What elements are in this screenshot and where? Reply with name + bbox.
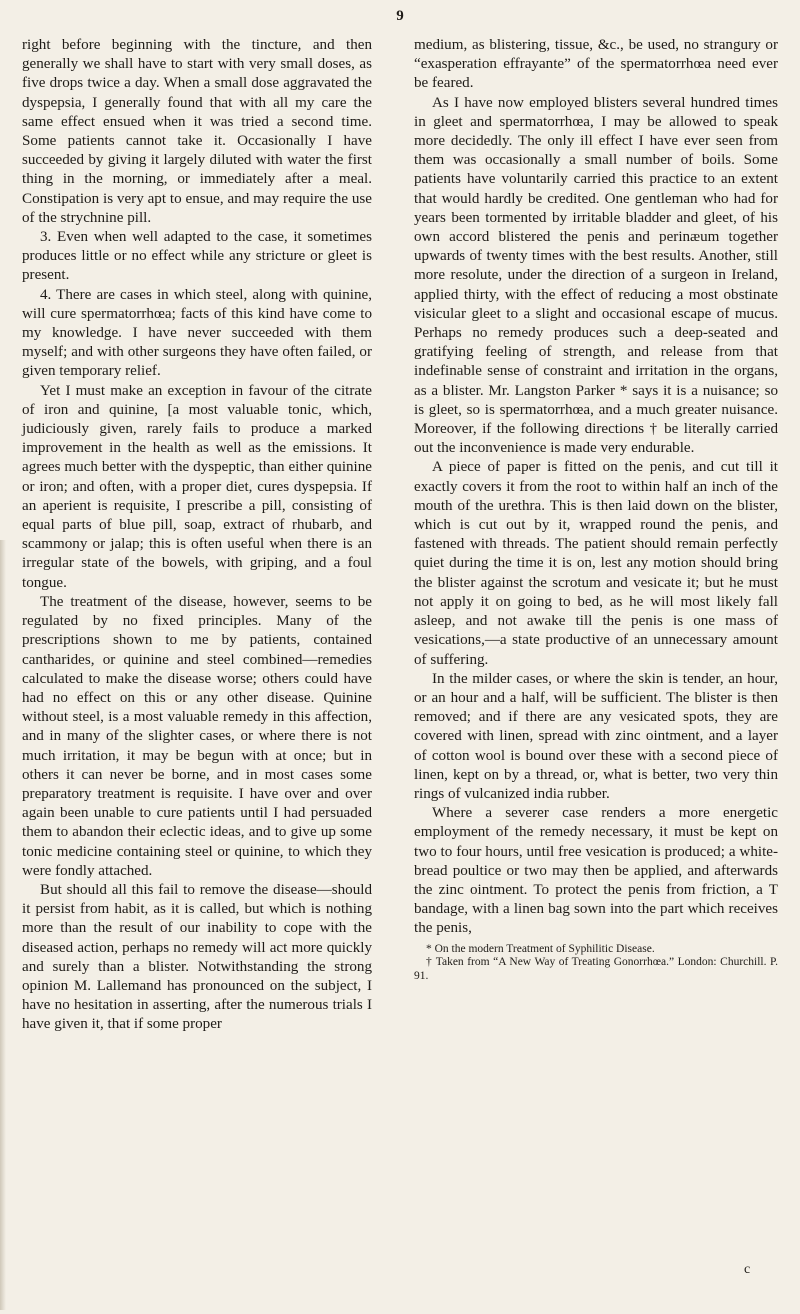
- left-column: [22, 36, 372, 1035]
- binding-shadow: [0, 540, 6, 1310]
- paragraph: As I have now employed blisters several hundred times in gleet and spermatorrhœa, I may be allowed to speak more decidedly. The only ill effect I have ever seen from them was occasionally a small number of boils. Some patients have voluntarily carried this practice to an extent that would hardly be credited. One gentleman who had for years been tormented by irritable bladder and gleet, of his own accord blistered the penis and perinæum together upwards of twenty times with the best results. Another, still more resolute, under the direction of a surgeon in Ireland, applied thirty, with the effect of reducing a most obstinate visicular gleet to a slight and occasional escape of mucus. Perhaps no remedy produces such a deep-seated and gratifying feeling of strength, and release from that indefinable sense of constraint and irritation in the organs, as a blister. Mr. Langston Parker * says it is a nuisance; so is gleet, so is spermatorrhœa, and a much greater nuisance. Moreover, if the following directions † be literally carried out the inconvenience is made very endurable.: [414, 94, 778, 457]
- paragraph: In the milder cases, or where the skin is tender, an hour, or an hour and a half, will be sufficient. The blister is then removed; and if there are any vesicated spots, they are covered with linen, spread with zinc ointment, and a layer of cotton wool is bound over these with a second piece of linen, kept on by a thread, or, what is better, two very thin rings of vulcanized india rubber.: [414, 670, 778, 802]
- paragraph: A piece of paper is fitted on the penis, and cut till it exactly covers it from the root to within half an inch of the mouth of the urethra. This is then laid down on the blister, which is cut out by it, wrapped round the penis, and fastened with threads. The patient should remain perfectly quiet during the time it is on, lest any motion should bring the blister against the scrotum and vesicate it; but he must not apply it on going to bed, as he will most likely fall asleep, and not awake till the penis is one mass of vesications,—a state productive of an unnecessary amount of suffering.: [414, 459, 778, 668]
- signature-mark: c: [744, 1262, 751, 1277]
- page-number: 9: [396, 8, 404, 24]
- paragraph: 4. There are cases in which steel, along with quinine, will cure spermatorrhœa; facts of this kind have come to my knowledge. I have never succeeded with them myself; and with other surgeons they have often failed, or given temporary relief.: [22, 286, 372, 380]
- paragraph: right before beginning with the tincture, and then generally we shall have to start with very small doses, as five drops twice a day. When a small dose aggravated the dyspepsia, I generally found that with all my care the same effect ensued when it was tried a second time. Some patients cannot take it. Occasionally I have succeeded by giving it largely diluted with water the first thing in the morning, or immediately after a meal. Constipation is very apt to ensue, and may require the use of the strychnine pill.: [22, 37, 372, 226]
- right-column: [414, 36, 778, 983]
- paragraph: Yet I must make an exception in favour of the citrate of iron and quinine, [a most valuable tonic, which, judiciously given, rarely fails to produce a marked improvement in the health as well as the emissions. It agrees much better with the dyspeptic, than either quinine or iron; and often, with a proper diet, cures dyspepsia. If an aperient is requisite, I prescribe a pill, consisting of equal parts of blue pill, soap, extract of rhubarb, and scammony or jalap; this is often useful when there is an irregular state of the bowels, with griping, and a foul tongue.: [22, 382, 372, 591]
- paragraph: Where a severer case renders a more energetic employment of the remedy necessary, it must be kept on two to four hours, until free vesication is produced; a white-bread poultice or two may then be applied, and afterwards the zinc ointment. To protect the penis from friction, a T bandage, with a linen bag sown into the part which receives the penis,: [414, 805, 778, 937]
- paragraph: medium, as blistering, tissue, &c., be used, no strangury or “exasperation effrayante” of the spermatorrhœa need ever be feared.: [414, 37, 778, 92]
- paragraph: But should all this fail to remove the disease—should it persist from habit, as it is called, but which is nothing more than the result of our inability to cope with the diseased action, perhaps no remedy will act more quickly and surely than a blister. Notwithstanding the strong opinion M. Lallemand has pronounced on the subject, I have no hesitation in asserting, after the numerous trials I have given it, that if some proper: [22, 881, 372, 1033]
- footnote: † Taken from “A New Way of Treating Gonorrhœa.” London: Churchill. P. 91.: [414, 956, 778, 982]
- footnote: * On the modern Treatment of Syphilitic Disease.: [426, 942, 655, 955]
- paragraph: The treatment of the disease, however, seems to be regulated by no fixed principles. Many of the prescriptions shown to me by patients, contained cantharides, or quinine and steel combined—remedies calculated to make the disease worse; others could have had no effect on this or any other disease. Quinine without steel, is a most valuable remedy in this affection, and in many of the slighter cases, or where there is not much irritation, it may be begun with at once; but in others it can never be borne, and in most cases some preparatory treatment is requisite. I have over and over again been unable to cure patients until I had persuaded them to abandon their eclectic ideas, and to give up some tonic medicine containing steel or quinine, to which they were fondly attached.: [22, 593, 372, 879]
- paragraph: 3. Even when well adapted to the case, it sometimes produces little or no effect while any stricture or gleet is present.: [22, 229, 372, 284]
- footnotes: [414, 943, 778, 984]
